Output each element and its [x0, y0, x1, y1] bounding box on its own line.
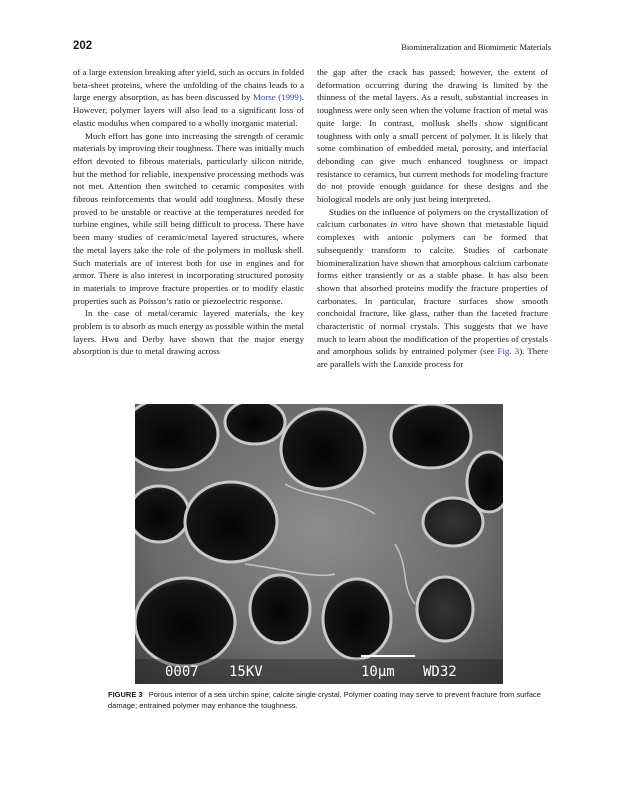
readout-voltage: 15KV [229, 664, 263, 680]
paragraph-text: ). There are parallels with the Lanxide process for [317, 346, 548, 370]
running-title: Biomineralization and Biomimetic Materials [401, 42, 551, 52]
figure-sem-micrograph [135, 404, 503, 684]
paragraph-text: . However, polymer layers will also lead to a significant loss of elastic modulus when compared to a wholly inorganic material. [73, 92, 305, 128]
paragraph-text: have shown that metastable liquid complexes with anionic polymers can be formed that subsequently transform to calcite. Studies of carbonate biomineralization have shown that amorphous calcium carbonate forms either transiently or as a stable phase. It has also been shown that absorbed proteins modify the fracture properties of carbonates. In particular, fracture surfaces show smooth conchoidal fracture, like glass, rather than the faceted fracture characteristic of normal crystals. This suggests that we have much to learn about the modification of the properties of crystals and amorphous solids by entrained polymer (see [317, 219, 548, 357]
figure-label: FIGURE 3 [108, 690, 143, 699]
figure-reference-link[interactable]: Fig. 3 [497, 346, 520, 357]
right-column [317, 66, 548, 371]
italic-term: in vitro [390, 219, 418, 230]
paragraph: the gap after the crack has passed; however, the extent of deformation occurring during the drawing is limited by the thinness of the metal layers. As a result, substantial increases in toughness were only seen when the volume fraction of metal was quite large. In contrast, mollusk shells show significant toughness with only a small percent of polymer. It is likely that some combination of embedded metal, porosity, and interfacial debonding can give much enhanced toughness or impact resistance to ceramics, but current methods for modeling fracture do not provide enough guidance for these designs and the biological models are only just being interpreted. [317, 67, 548, 205]
paragraph [317, 206, 548, 371]
paragraph: In the case of metal/ceramic layered materials, the key problem is to absorb as much energy as possible within the metal layers. Hwu and Derby have shown that the major energy absorption is due to metal drawing across [73, 308, 304, 357]
figure-caption [108, 690, 548, 711]
paragraph-text: Studies on the influence of polymers on the crystallization of calcium carbonates [317, 206, 548, 230]
figure-caption-text: Porous interior of a sea urchin spine; calcite single crystal. Polymer coating may serve to prevent fracture from surface damage; entrained polymer may enhance the toughness. [108, 690, 541, 710]
readout-working-distance: WD32 [423, 664, 457, 680]
paragraph: Much effort has gone into increasing the strength of ceramic materials by improving their toughness. There was initially much effort devoted to fibrous materials, particularly silicon nitride, but the method for reliable, inexpensive processing methods was not met. Attention then switched to ceramic composites with fibrous reinforcements that would add toughness. Mostly these proved to be unstable or reactive at the temperatures needed for turbine engines, while still being difficult to process. There have been many studies of ceramic/metal layered structures, where the metal layers take the role of the polymers in mollusk shell. Such materials are of interest both for use in engines and for armor. There is also interest in incorporating structured porosity in materials to improve fracture properties or to modify elastic properties such as Poisson’s ratio or piezoelectric response. [73, 130, 304, 306]
page-number: 202 [73, 40, 93, 52]
readout-frame: 0007 [165, 664, 199, 680]
citation-link-morse-1999[interactable]: Morse (1999) [253, 92, 302, 103]
paragraph-text: of a large extension breaking after yield, such as occurs in folded beta-sheet proteins, where the unfolding of the chains leads to a large energy absorption, as has been discussed by [73, 67, 304, 103]
readout-scale: 10μm [361, 664, 395, 680]
paragraph [73, 66, 304, 130]
left-column [73, 66, 304, 358]
